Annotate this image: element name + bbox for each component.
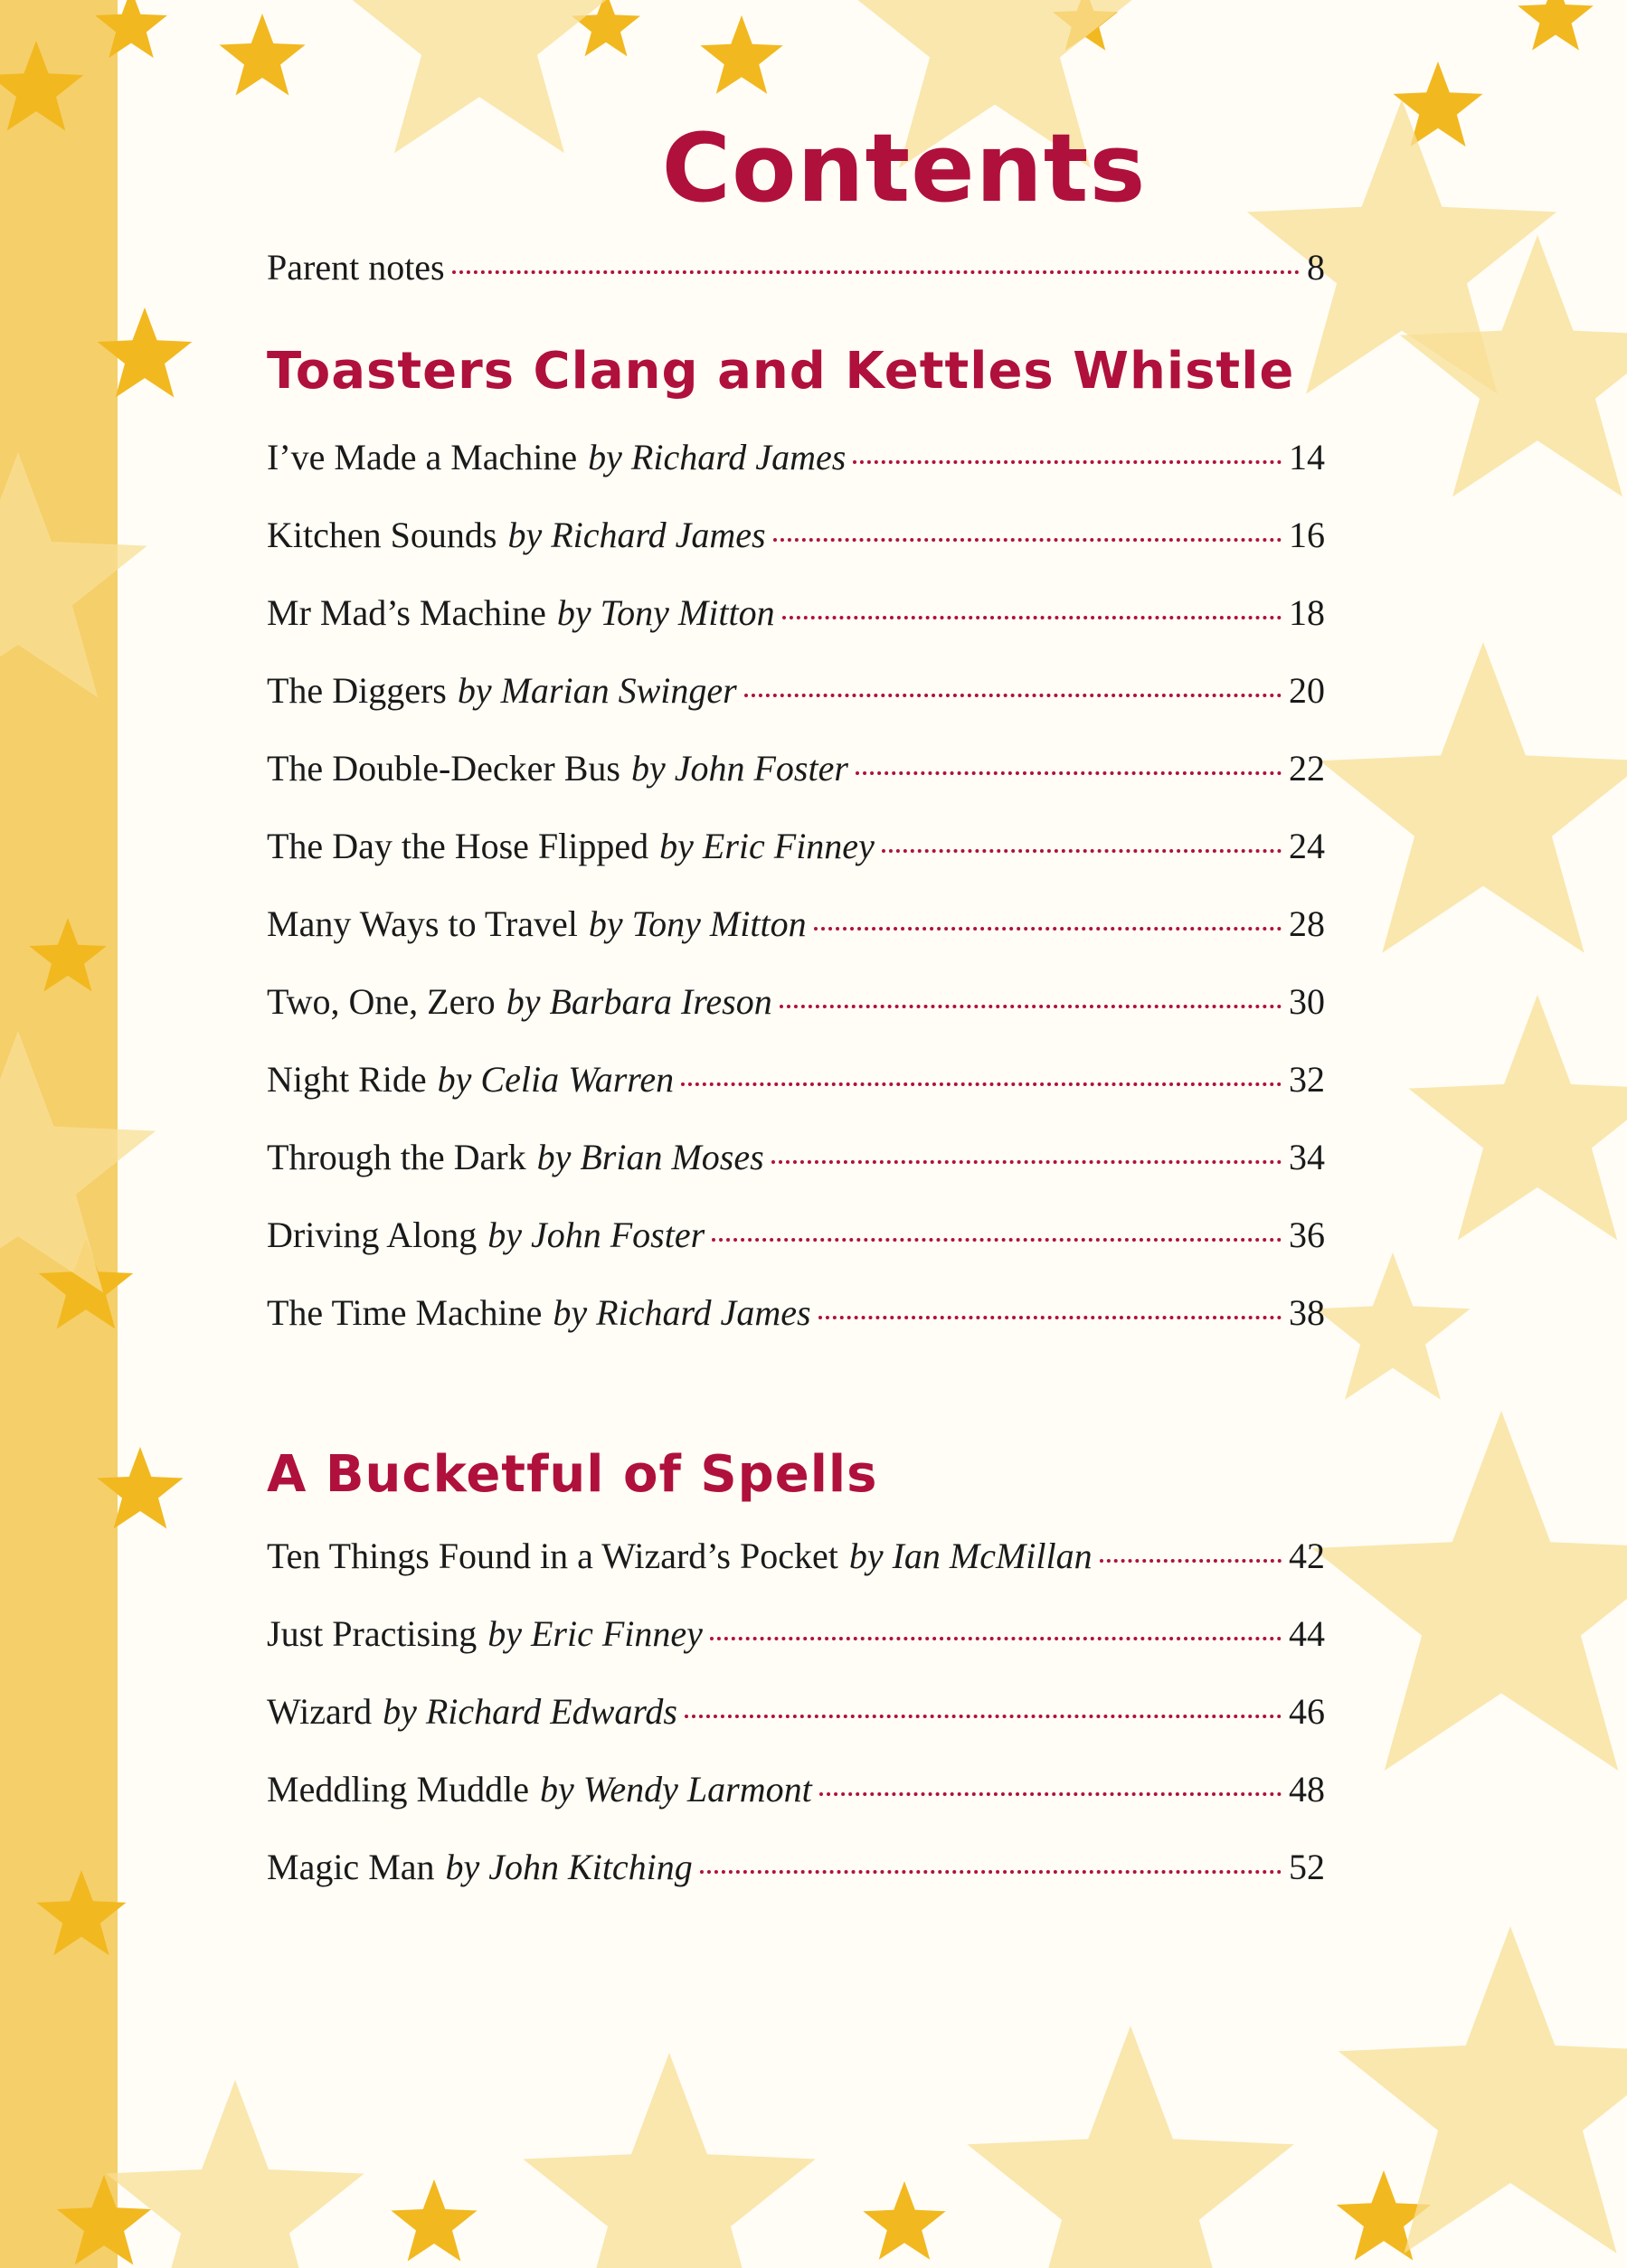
poem-title: The Diggers (267, 670, 447, 711)
dot-leader (814, 926, 1282, 931)
poem-author: by John Kitching (445, 1847, 693, 1887)
intro-list (267, 246, 1325, 324)
page-number: 20 (1289, 670, 1325, 711)
poem-author: by Tony Mitton (556, 592, 775, 633)
poem-author: by Richard James (507, 515, 766, 555)
poem-author: by Celia Warren (437, 1059, 675, 1100)
page-number: 52 (1289, 1847, 1325, 1887)
dot-leader (819, 1791, 1282, 1796)
poem-author: by Ian McMillan (848, 1536, 1093, 1576)
dot-leader (853, 459, 1282, 464)
toc-entry[interactable] (267, 1846, 1325, 1923)
page-number: 22 (1289, 748, 1325, 789)
page-title: Contents (661, 113, 1147, 223)
dot-leader (856, 770, 1282, 775)
toc-entry[interactable] (267, 902, 1325, 980)
poem-author: by Richard Edwards (383, 1691, 677, 1732)
dot-leader (882, 848, 1282, 853)
toc-entry[interactable] (267, 1612, 1325, 1690)
dot-leader (685, 1714, 1282, 1718)
page-number: 46 (1289, 1691, 1325, 1732)
poem-title: The Double-Decker Bus (267, 748, 620, 789)
dot-leader (782, 615, 1282, 619)
dot-leader (700, 1869, 1282, 1874)
poem-author: by Barbara Ireson (506, 981, 772, 1022)
section-title: Toasters Clang and Kettles Whistle (267, 342, 1295, 401)
toc-entry[interactable] (267, 825, 1325, 902)
poem-title: Wizard (267, 1691, 373, 1732)
poem-title: Driving Along (267, 1214, 478, 1255)
dot-leader (773, 537, 1282, 542)
page-number: 42 (1289, 1536, 1325, 1576)
poem-author: by Richard James (553, 1292, 811, 1333)
dot-leader (452, 269, 1300, 274)
poem-title: Meddling Muddle (267, 1769, 529, 1810)
poem-title: I’ve Made a Machine (267, 437, 578, 477)
poem-author: by Eric Finney (659, 826, 875, 866)
toc-entry[interactable] (267, 514, 1325, 591)
poem-author: by Marian Swinger (457, 670, 737, 711)
toc-entry[interactable] (267, 1291, 1325, 1369)
page-number: 8 (1307, 247, 1325, 288)
page-number: 30 (1289, 981, 1325, 1022)
toc-entry[interactable] (267, 1136, 1325, 1214)
poem-title: Mr Mad’s Machine (267, 592, 546, 633)
poem-author: by Tony Mitton (588, 903, 807, 944)
section-title: A Bucketful of Spells (267, 1445, 878, 1504)
poem-author: by Brian Moses (536, 1137, 764, 1177)
poem-author: by John Foster (630, 748, 848, 789)
dot-leader (818, 1315, 1282, 1319)
toc-entry[interactable] (267, 1058, 1325, 1136)
poem-title: Kitchen Sounds (267, 515, 497, 555)
dot-leader (710, 1636, 1282, 1640)
poem-title: Two, One, Zero (267, 981, 496, 1022)
toc-entry[interactable] (267, 980, 1325, 1058)
dot-leader (1100, 1558, 1282, 1563)
poem-title: Just Practising (267, 1613, 478, 1654)
poem-title: Many Ways to Travel (267, 903, 578, 944)
poem-author: by John Foster (487, 1214, 705, 1255)
page-number: 14 (1289, 437, 1325, 477)
page-number: 18 (1289, 592, 1325, 633)
poem-title: Night Ride (267, 1059, 427, 1100)
page-number: 38 (1289, 1292, 1325, 1333)
page-number: 28 (1289, 903, 1325, 944)
page-number: 32 (1289, 1059, 1325, 1100)
toc-list (267, 436, 1325, 1369)
page-number: 48 (1289, 1769, 1325, 1810)
page-number: 44 (1289, 1613, 1325, 1654)
poem-author: by Richard James (588, 437, 847, 477)
toc-entry[interactable] (267, 1768, 1325, 1846)
toc-entry-parent-notes[interactable] (267, 246, 1325, 324)
dot-leader (744, 693, 1282, 697)
toc-entry[interactable] (267, 1214, 1325, 1291)
page-number: 34 (1289, 1137, 1325, 1177)
poem-title: The Day the Hose Flipped (267, 826, 649, 866)
poem-author: by Wendy Larmont (539, 1769, 812, 1810)
toc-entry[interactable] (267, 747, 1325, 825)
page-number: 24 (1289, 826, 1325, 866)
page-number: 36 (1289, 1214, 1325, 1255)
poem-title: Through the Dark (267, 1137, 526, 1177)
dot-leader (771, 1159, 1282, 1164)
dot-leader (712, 1237, 1282, 1242)
toc-entry[interactable] (267, 436, 1325, 514)
page-number: 16 (1289, 515, 1325, 555)
poem-title: Ten Things Found in a Wizard’s Pocket (267, 1536, 838, 1576)
dot-leader (780, 1004, 1282, 1008)
poem-author: by Eric Finney (487, 1613, 703, 1654)
dot-leader (681, 1082, 1282, 1086)
poem-title: The Time Machine (267, 1292, 543, 1333)
poem-title: Magic Man (267, 1847, 435, 1887)
toc-list (267, 1535, 1325, 1923)
toc-entry[interactable] (267, 1535, 1325, 1612)
toc-entry[interactable] (267, 1690, 1325, 1768)
entry-label: Parent notes (267, 247, 445, 288)
toc-entry[interactable] (267, 669, 1325, 747)
toc-entry[interactable] (267, 591, 1325, 669)
